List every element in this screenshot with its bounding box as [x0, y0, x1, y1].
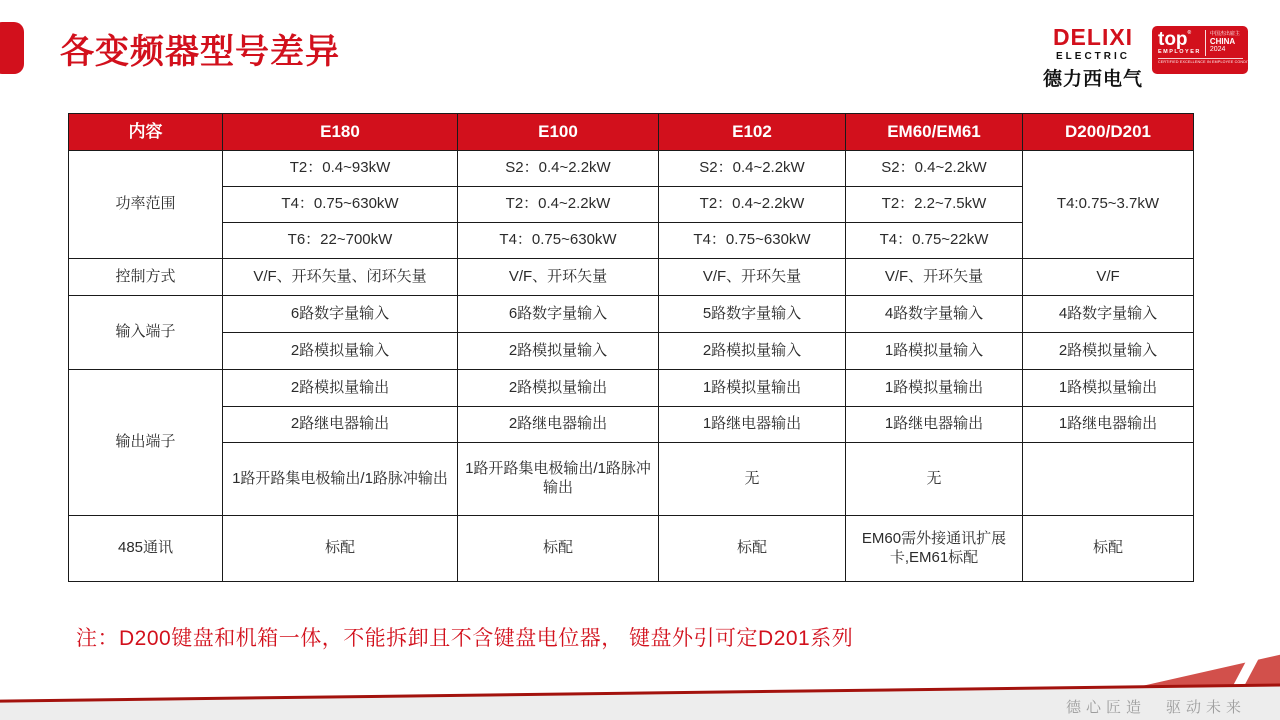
footer-slogan: 德心匠造 驱动未来 — [1065, 699, 1246, 716]
col-header-content: 内容 — [69, 114, 223, 151]
table-cell: 2路模拟量输出 — [458, 370, 659, 407]
table-row — [69, 516, 1194, 582]
col-header-e100: E100 — [458, 114, 659, 151]
table-cell: 1路开路集电极输出/1路脉冲输出 — [458, 443, 659, 516]
table-cell: T6：22~700kW — [223, 223, 458, 259]
table-cell: 2路继电器输出 — [223, 407, 458, 443]
table-cell: 6路数字量输入 — [223, 296, 458, 333]
table-row — [69, 151, 1194, 187]
page-title: 各变频器型号差异 — [60, 33, 340, 71]
row-label-control-mode: 控制方式 — [69, 259, 223, 296]
col-header-e180: E180 — [223, 114, 458, 151]
table-cell: 6路数字量输入 — [458, 296, 659, 333]
table-row — [69, 407, 1194, 443]
row-label-output-terminals: 输出端子 — [69, 370, 223, 516]
table-cell: 无 — [846, 443, 1023, 516]
table-cell: T4：0.75~630kW — [659, 223, 846, 259]
badge-divider — [1205, 30, 1206, 56]
badge-left — [1158, 28, 1201, 56]
table-cell: 2路模拟量输出 — [223, 370, 458, 407]
table-cell: 标配 — [458, 516, 659, 582]
table-row — [69, 296, 1194, 333]
table-row — [69, 370, 1194, 407]
table-row — [69, 333, 1194, 370]
table-cell: T2：0.4~93kW — [223, 151, 458, 187]
col-header-e102: E102 — [659, 114, 846, 151]
table-cell: 2路模拟量输入 — [1023, 333, 1194, 370]
table-header-row — [69, 114, 1194, 151]
badge-country-label: CHINA — [1209, 37, 1236, 47]
row-label-power-range: 功率范围 — [69, 151, 223, 259]
table-cell — [1023, 443, 1194, 516]
table-cell: EM60需外接通讯扩展卡,EM61标配 — [846, 516, 1023, 582]
table-cell: T4:0.75~3.7kW — [1023, 151, 1194, 259]
table-cell: S2：0.4~2.2kW — [458, 151, 659, 187]
table-cell: V/F — [1023, 259, 1194, 296]
badge-top-word: top® — [1158, 28, 1192, 50]
delixi-chinese-name: 德力西电气 — [1042, 69, 1143, 90]
table-cell: 2路模拟量输入 — [458, 333, 659, 370]
badge-right — [1210, 32, 1240, 55]
table-cell: 无 — [659, 443, 846, 516]
table-cell: 1路开路集电极输出/1路脉冲输出 — [223, 443, 458, 516]
table-cell: T2：0.4~2.2kW — [659, 187, 846, 223]
table-row — [69, 443, 1194, 516]
col-header-em60-em61: EM60/EM61 — [846, 114, 1023, 151]
badge-tagline: CERTIFIED EXCELLENCE IN EMPLOYEE CONDITIONS — [1158, 60, 1260, 64]
title-accent-tab — [0, 22, 24, 74]
table-cell: V/F、开环矢量、闭环矢量 — [223, 259, 458, 296]
col-header-d200-d201: D200/D201 — [1023, 114, 1194, 151]
row-label-485-comm: 485通讯 — [69, 516, 223, 582]
table-cell: T2：0.4~2.2kW — [458, 187, 659, 223]
table-cell: V/F、开环矢量 — [659, 259, 846, 296]
badge-year-label: 2024 — [1209, 46, 1226, 54]
table-cell: 2路继电器输出 — [458, 407, 659, 443]
table-cell: 1路模拟量输出 — [659, 370, 846, 407]
table-cell: V/F、开环矢量 — [458, 259, 659, 296]
footnote: 注：D200键盘和机箱一体，不能拆卸且不含键盘电位器， 键盘外引可定D201系列 — [76, 627, 854, 650]
row-label-input-terminals: 输入端子 — [69, 296, 223, 370]
top-employer-badge — [1152, 26, 1260, 74]
table-cell: 标配 — [659, 516, 846, 582]
table-cell: V/F、开环矢量 — [846, 259, 1023, 296]
footer — [0, 650, 1280, 720]
table-cell: 1路模拟量输出 — [1023, 370, 1194, 407]
table-cell: T4：0.75~630kW — [458, 223, 659, 259]
table-cell: T4：0.75~22kW — [846, 223, 1023, 259]
delixi-wordmark: DELIXI — [1052, 24, 1134, 50]
table-cell: S2：0.4~2.2kW — [846, 151, 1023, 187]
table-cell: 标配 — [223, 516, 458, 582]
table-cell: 4路数字量输入 — [1023, 296, 1194, 333]
comparison-table — [68, 113, 1194, 582]
table-cell: T2：2.2~7.5kW — [846, 187, 1023, 223]
table-cell: 1路继电器输出 — [659, 407, 846, 443]
badge-employer-label: EMPLOYER — [1158, 49, 1201, 56]
table-cell: S2：0.4~2.2kW — [659, 151, 846, 187]
table-cell: 1路继电器输出 — [846, 407, 1023, 443]
table-cell: 1路模拟量输入 — [846, 333, 1023, 370]
table-cell: 5路数字量输入 — [659, 296, 846, 333]
table-cell: 1路继电器输出 — [1023, 407, 1194, 443]
table-cell: 2路模拟量输入 — [659, 333, 846, 370]
table-cell: 2路模拟量输入 — [223, 333, 458, 370]
delixi-logo — [1038, 26, 1148, 91]
table-cell: 4路数字量输入 — [846, 296, 1023, 333]
table-cell: T4：0.75~630kW — [223, 187, 458, 223]
delixi-electric-label: ELECTRIC — [1056, 51, 1130, 62]
table-cell: 标配 — [1023, 516, 1194, 582]
badge-cn-label: 中国杰出雇主 — [1209, 30, 1240, 37]
table-row — [69, 259, 1194, 296]
table-cell: 1路模拟量输出 — [846, 370, 1023, 407]
